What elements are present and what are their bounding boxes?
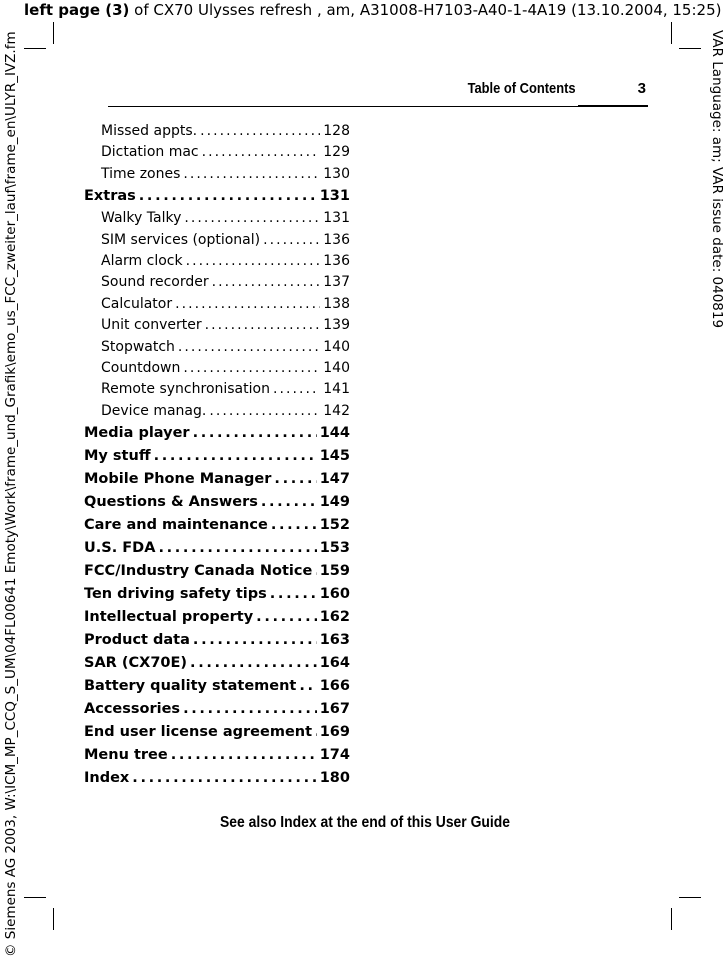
toc-leader-dots bbox=[190, 652, 317, 675]
toc-leader-dots bbox=[271, 514, 317, 537]
toc-leader-dots bbox=[200, 121, 320, 142]
toc-entry[interactable] bbox=[84, 698, 350, 721]
toc-entry-label: Accessories bbox=[84, 701, 181, 718]
toc-entry-page: 166 bbox=[319, 678, 350, 695]
page-number: 3 bbox=[637, 80, 646, 97]
toc-leader-dots bbox=[315, 560, 316, 583]
toc-leader-dots bbox=[263, 230, 320, 251]
toc-entry[interactable] bbox=[84, 560, 350, 583]
toc-entry[interactable] bbox=[84, 721, 350, 744]
toc-entry-label: Product data bbox=[84, 632, 190, 649]
toc-leader-dots bbox=[273, 379, 320, 400]
toc-entry-label: Dictation mac bbox=[101, 144, 199, 161]
toc-entry-label: U.S. FDA bbox=[84, 540, 156, 557]
toc-entry[interactable] bbox=[84, 185, 350, 208]
toc-leader-dots bbox=[154, 445, 317, 468]
toc-leader-dots bbox=[256, 606, 317, 629]
toc-entry-page: 129 bbox=[323, 144, 350, 161]
toc-entry[interactable] bbox=[84, 121, 350, 142]
print-header bbox=[24, 0, 721, 20]
toc-entry[interactable] bbox=[84, 514, 350, 537]
toc-leader-dots bbox=[184, 208, 320, 229]
toc-entry-label: Questions & Answers bbox=[84, 494, 258, 511]
toc-leader-dots bbox=[171, 744, 317, 767]
footer-note: See also Index at the end of this User Guide bbox=[219, 814, 511, 831]
toc-leader-dots bbox=[158, 537, 316, 560]
toc-entry-label: SAR (CX70E) bbox=[84, 655, 188, 672]
page-header bbox=[108, 80, 648, 107]
toc-leader-dots bbox=[193, 422, 317, 445]
toc-entry-label: Media player bbox=[84, 425, 190, 442]
toc-entry-page: 147 bbox=[319, 471, 350, 488]
toc-entry-page: 163 bbox=[319, 632, 350, 649]
crop-mark bbox=[671, 22, 672, 44]
toc-leader-dots bbox=[139, 185, 317, 208]
toc-entry-page: 137 bbox=[323, 274, 350, 291]
toc-entry-label: SIM services (optional) bbox=[101, 231, 261, 248]
header-rule-accent bbox=[578, 105, 648, 107]
toc-entry-label: My stuff bbox=[84, 448, 151, 465]
toc-entry-page: 152 bbox=[319, 517, 350, 534]
toc-entry-label: Care and maintenance bbox=[84, 517, 268, 534]
page-title: Table of Contents bbox=[468, 80, 576, 97]
toc-entry[interactable] bbox=[84, 337, 350, 358]
crop-mark bbox=[24, 897, 46, 898]
toc-entry-label: Device manag. bbox=[101, 402, 207, 419]
toc-leader-dots bbox=[132, 767, 316, 790]
toc-entry-page: 136 bbox=[323, 231, 350, 248]
toc-entry[interactable] bbox=[84, 675, 350, 698]
toc-entry-label: Time zones bbox=[101, 165, 181, 182]
toc-entry-label: Countdown bbox=[101, 359, 181, 376]
toc-entry[interactable] bbox=[84, 445, 350, 468]
toc-entry-page: 131 bbox=[319, 188, 350, 205]
toc-entry-label: Ten driving safety tips bbox=[84, 586, 267, 603]
toc-leader-dots bbox=[186, 251, 321, 272]
toc-entry[interactable] bbox=[84, 652, 350, 675]
toc-leader-dots bbox=[193, 629, 317, 652]
toc-entry-page: 162 bbox=[319, 609, 350, 626]
toc-entry-label: Stopwatch bbox=[101, 338, 175, 355]
toc-entry-page: 140 bbox=[323, 359, 350, 376]
toc-entry-page: 142 bbox=[323, 402, 350, 419]
print-header-page: left page (3) bbox=[24, 1, 130, 19]
toc-leader-dots bbox=[175, 294, 320, 315]
toc-leader-dots bbox=[178, 337, 320, 358]
toc-entry-label: Battery quality statement bbox=[84, 678, 297, 695]
toc-entry[interactable] bbox=[84, 230, 350, 251]
toc-entry[interactable] bbox=[84, 164, 350, 185]
toc-entry-page: 136 bbox=[323, 252, 350, 269]
toc-leader-dots bbox=[299, 675, 316, 698]
crop-mark bbox=[671, 908, 672, 930]
toc-leader-dots bbox=[183, 358, 320, 379]
toc-entry[interactable] bbox=[84, 251, 350, 272]
toc-leader-dots bbox=[274, 468, 316, 491]
toc-entry-page: 149 bbox=[319, 494, 350, 511]
toc-leader-dots bbox=[202, 142, 321, 163]
toc-entry[interactable] bbox=[84, 468, 350, 491]
toc-entry-page: 141 bbox=[323, 381, 350, 398]
toc-entry-label: Extras bbox=[84, 188, 136, 205]
toc-entry-page: 128 bbox=[323, 123, 350, 139]
toc-leader-dots bbox=[183, 698, 317, 721]
toc-entry-page: 159 bbox=[319, 563, 350, 580]
crop-mark bbox=[53, 908, 54, 930]
toc-entry[interactable] bbox=[84, 767, 350, 790]
toc-leader-dots bbox=[261, 491, 317, 514]
toc-entry-page: 138 bbox=[323, 295, 350, 312]
toc-entry-page: 167 bbox=[319, 701, 350, 718]
toc-entry-page: 145 bbox=[319, 448, 350, 465]
toc-entry[interactable] bbox=[84, 606, 350, 629]
toc-entry-label: Missed appts. bbox=[101, 123, 198, 139]
side-copyright-path: © Siemens AG 2003, W:\ICM_MP_CCQ_S_UM\04FL00641 Emoty\Work\frame_und_Grafik\emo_us_FCC_zweiter_lauf\frame_en\ULYR_IVZ.fm bbox=[3, 31, 19, 957]
toc-entry-page: 160 bbox=[319, 586, 350, 603]
toc-entry[interactable] bbox=[84, 583, 350, 606]
toc-entry[interactable] bbox=[84, 315, 350, 336]
toc-entry-label: Sound recorder bbox=[101, 274, 209, 291]
toc-entry[interactable] bbox=[84, 272, 350, 293]
toc-entry[interactable] bbox=[84, 208, 350, 229]
toc-leader-dots bbox=[183, 164, 320, 185]
toc-leader-dots bbox=[209, 401, 320, 422]
toc-entry-page: 180 bbox=[319, 770, 350, 787]
toc-entry-label: Intellectual property bbox=[84, 609, 254, 626]
toc-entry-page: 174 bbox=[319, 747, 350, 764]
toc-leader-dots bbox=[270, 583, 317, 606]
toc-entry-label: Calculator bbox=[101, 295, 173, 312]
toc-leader-dots bbox=[205, 315, 321, 336]
side-language-info: VAR Language: am; VAR issue date: 040819 bbox=[709, 30, 725, 329]
toc-entry-page: 140 bbox=[323, 338, 350, 355]
toc-entry-page: 169 bbox=[319, 724, 350, 741]
toc-entry-label: Remote synchronisation bbox=[101, 381, 270, 398]
toc-entry-label: Index bbox=[84, 770, 130, 787]
toc-entry-label: Walky Talky bbox=[101, 210, 182, 227]
toc-entry[interactable] bbox=[84, 537, 350, 560]
toc-entry-page: 144 bbox=[319, 425, 350, 442]
crop-mark bbox=[679, 48, 701, 49]
toc-entry[interactable] bbox=[84, 744, 350, 767]
toc-entry[interactable] bbox=[84, 142, 350, 163]
toc-list bbox=[84, 121, 350, 790]
toc-entry-label: FCC/Industry Canada Notice bbox=[84, 563, 313, 580]
toc-entry-page: 164 bbox=[319, 655, 350, 672]
toc-entry-page: 130 bbox=[323, 165, 350, 182]
toc-entry-page: 153 bbox=[319, 540, 350, 557]
toc-entry[interactable] bbox=[84, 629, 350, 652]
toc-entry-label: Mobile Phone Manager bbox=[84, 471, 272, 488]
toc-entry[interactable] bbox=[84, 422, 350, 445]
toc-entry-label: Menu tree bbox=[84, 747, 168, 764]
crop-mark bbox=[53, 22, 54, 44]
toc-entry[interactable] bbox=[84, 294, 350, 315]
toc-leader-dots bbox=[315, 721, 317, 744]
toc-entry-label: Alarm clock bbox=[101, 252, 183, 269]
toc-entry-label: Unit converter bbox=[101, 317, 202, 334]
toc-entry-label: End user license agreement bbox=[84, 724, 313, 741]
toc-entry[interactable] bbox=[84, 401, 350, 422]
toc-entry-page: 139 bbox=[323, 317, 350, 334]
toc-entry[interactable] bbox=[84, 491, 350, 514]
print-header-info: of CX70 Ulysses refresh , am, A31008-H7103-A40-1-4A19 (13.10.2004, 15:25) bbox=[129, 1, 722, 19]
toc-entry[interactable] bbox=[84, 358, 350, 379]
toc-entry-page: 131 bbox=[323, 210, 350, 227]
crop-mark bbox=[24, 48, 46, 49]
toc-leader-dots bbox=[212, 272, 321, 293]
toc-entry[interactable] bbox=[84, 379, 350, 400]
crop-mark bbox=[679, 897, 701, 898]
